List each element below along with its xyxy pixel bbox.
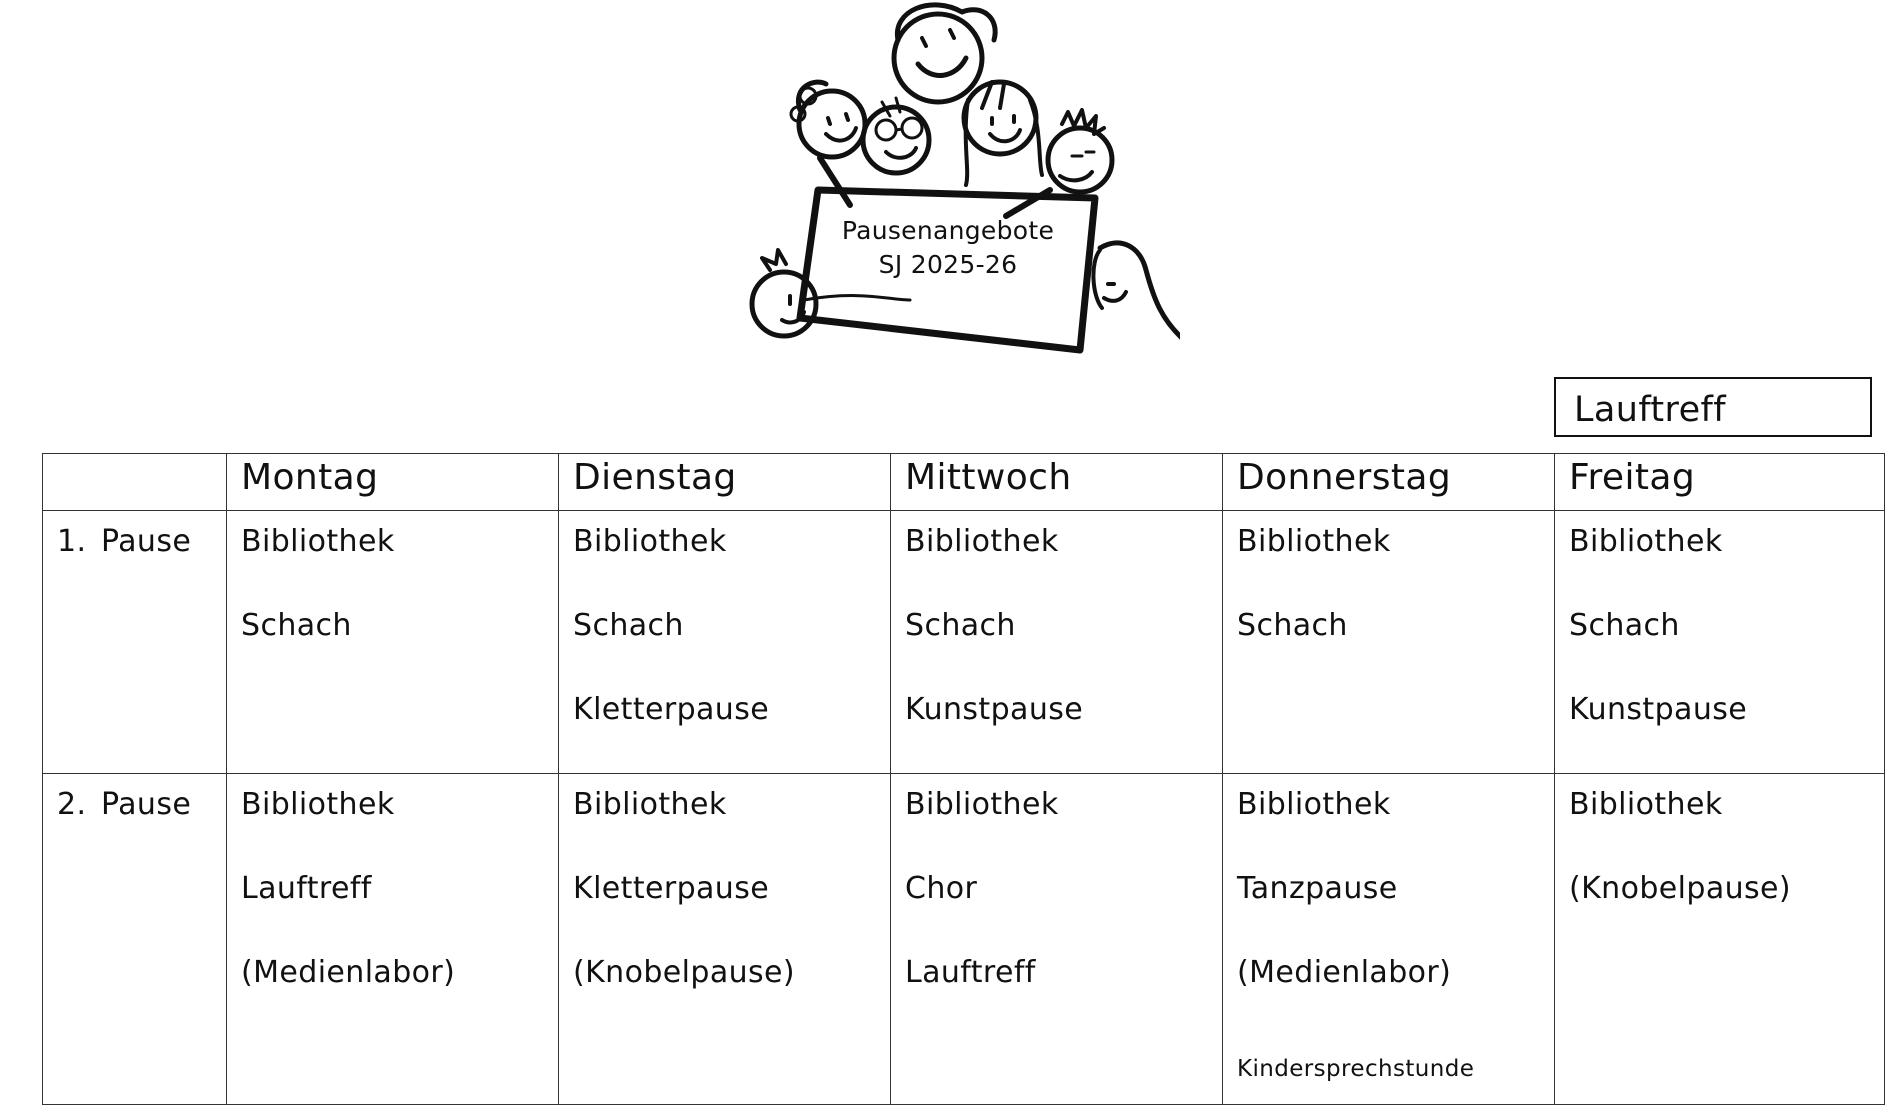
- activity-item: Bibliothek: [573, 787, 727, 822]
- day-header: Donnerstag: [1223, 454, 1555, 511]
- pause-number: 2.: [57, 787, 87, 822]
- header-row: [43, 454, 1885, 511]
- logo-sign-text: [793, 214, 1103, 282]
- schedule-cell: [1555, 511, 1885, 774]
- schedule-cell: [891, 511, 1223, 774]
- table-row: [43, 774, 1885, 1105]
- day-header: Mittwoch: [891, 454, 1223, 511]
- logo-title: Pausenangebote: [841, 216, 1055, 245]
- activity-item: Schach: [1569, 608, 1680, 643]
- schedule-cell: [559, 774, 891, 1105]
- activity-item: Lauftreff: [905, 955, 1036, 990]
- activity-item: Kunstpause: [1569, 692, 1748, 727]
- legend-box: [1554, 377, 1872, 437]
- activity-item: Kletterpause: [573, 692, 770, 727]
- pause-label-cell: [43, 774, 227, 1105]
- schedule-cell: [227, 774, 559, 1105]
- activity-item: Kletterpause: [573, 871, 770, 906]
- activity-item: Bibliothek: [573, 524, 727, 559]
- table-row: [43, 511, 1885, 774]
- activity-item: (Knobelpause): [1569, 871, 1792, 906]
- activity-item: Kunstpause: [905, 692, 1084, 727]
- activity-item: Schach: [905, 608, 1016, 643]
- activity-item: (Knobelpause): [573, 955, 796, 990]
- activity-item: (Medienlabor): [1237, 955, 1452, 990]
- day-header: Freitag: [1555, 454, 1885, 511]
- day-header: Dienstag: [559, 454, 891, 511]
- activity-item: Bibliothek: [1569, 787, 1723, 822]
- schedule-cell: [891, 774, 1223, 1105]
- kids-sign-logo: [700, 0, 1180, 360]
- activity-item: Tanzpause: [1237, 871, 1398, 906]
- day-header: Montag: [227, 454, 559, 511]
- activity-item: Bibliothek: [905, 787, 1059, 822]
- activity-item: Bibliothek: [1569, 524, 1723, 559]
- activity-item: (Medienlabor): [241, 955, 456, 990]
- schedule-cell: [1223, 774, 1555, 1105]
- activity-item: Schach: [241, 608, 352, 643]
- activity-item: Bibliothek: [1237, 787, 1391, 822]
- activity-item: Bibliothek: [1237, 524, 1391, 559]
- activity-item: Bibliothek: [241, 524, 395, 559]
- activity-item: Bibliothek: [241, 787, 395, 822]
- activity-item: Schach: [573, 608, 684, 643]
- schedule-cell: [1223, 511, 1555, 774]
- pause-number: 1.: [57, 524, 87, 559]
- pause-label-cell: [43, 511, 227, 774]
- pause-label: Pause: [101, 524, 192, 559]
- schedule-table: [42, 453, 1885, 1105]
- activity-item: Lauftreff: [241, 871, 372, 906]
- schedule-cell: [1555, 774, 1885, 1105]
- corner-cell: [43, 454, 227, 511]
- logo-subtitle: SJ 2025-26: [878, 250, 1018, 279]
- schedule-cell: [559, 511, 891, 774]
- schedule-cell: [227, 511, 559, 774]
- activity-item: Chor: [905, 871, 978, 906]
- pause-label: Pause: [101, 787, 192, 822]
- activity-item: Kindersprechstunde: [1237, 1056, 1475, 1082]
- legend-label: Lauftreff: [1574, 390, 1726, 430]
- activity-item: Bibliothek: [905, 524, 1059, 559]
- activity-item: Schach: [1237, 608, 1348, 643]
